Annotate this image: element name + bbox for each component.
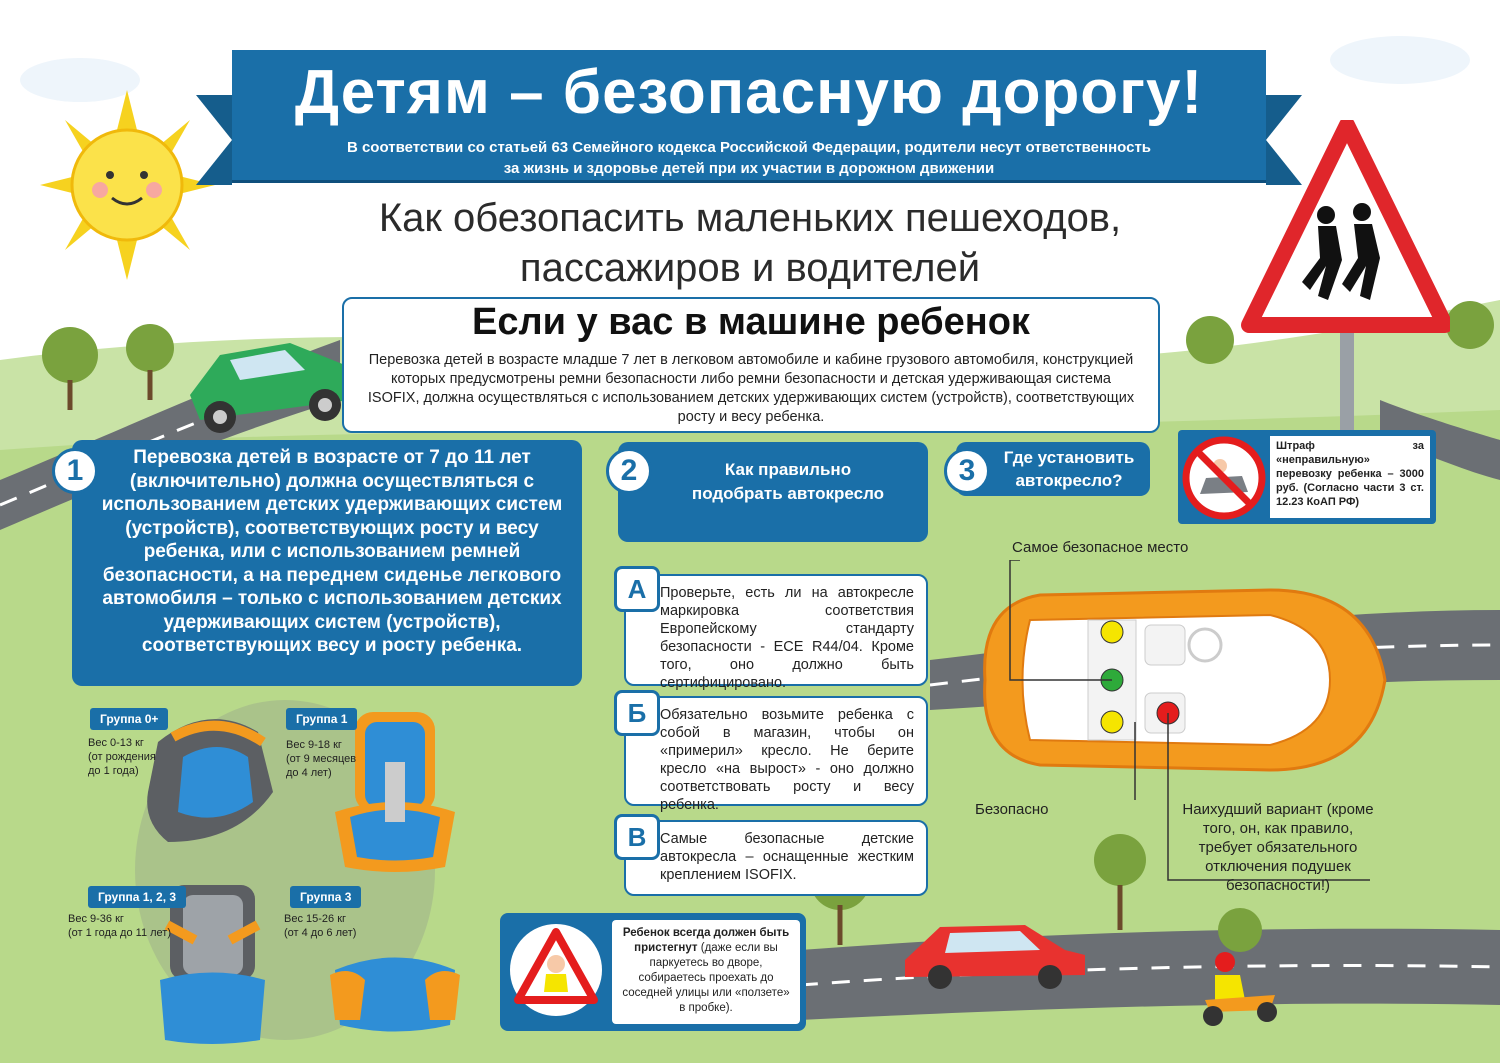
tip-c-letter: В [614,814,660,860]
tip-c-panel [624,820,928,896]
child-in-car-sign-icon [506,920,606,1020]
section-3-number: 3 [944,448,990,494]
section-1-text: Перевозка детей в возрасте от 7 до 11 лет (включительно) должна осуществляться с использованием детских удерживающих систем (устройств), соответствующих росту и весу ребенка, или с использованием ремней безопасности, а на переднем сиденье легкового автомобиля – только с использованием детских удерживающих систем (устройств), соответствующих весу и росту ребенка. [101,447,563,656]
section-2-text: Как правильно подобрать автокресло [691,460,885,503]
group-1-tag: Группа 1 [286,708,357,730]
safe-seat-label: Безопасно [975,801,1049,818]
group-3-age: (от 4 до 6 лет) [284,927,357,939]
seatbelt-text-bold: Ребенок всегда должен быть пристегнут [622,927,790,954]
tip-a-panel [624,574,928,691]
subtitle-line-2: за жизнь и здоровье детей при их участии в дорожном движении [503,160,995,177]
page-title: Детям – безопасную дорогу! [294,58,1204,127]
group-123-weight: Вес 9-36 кг [68,913,124,925]
group-0-age: (от рождения до 1 года) [88,751,156,777]
group-1-weight: Вес 9-18 кг [286,739,342,751]
subtitle-line-1: В соответствии со статьей 63 Семейного кодекса Российской Федерации, родители несут ответственность [346,139,1152,156]
group-3-note [284,912,374,940]
seatbelt-text [612,920,800,1024]
section-3-text: Где установить автокресло? [1003,448,1135,490]
group-123-age: (от 1 года до 11 лет) [68,927,171,939]
tip-b-letter: Б [614,690,660,736]
child-in-car-text: Перевозка детей в возрасте младше 7 лет в легковом автомобиле и кабине грузового автомобиля, конструкцией которых предусмотрены ремни безопасности либо ремни безопасности и детская удерживающая система ISOFIX, должна осуществляться с использованием детских удерживающих систем (устройств), соответствующих росту и весу ребенка. [367,352,1135,425]
group-0-weight: Вес 0-13 кг [88,737,144,749]
child-in-car-panel [342,297,1160,433]
no-child-on-lap-icon [1182,436,1266,520]
group-3-weight: Вес 15-26 кг [284,913,347,925]
tip-a-text: Проверьте, есть ли на автокресле маркировка соответствия Европейскому стандарту безопасности - ECE R44/04. Кроме того, оно должно быть сертифицировано. [660,585,914,691]
group-123-note [68,912,180,940]
seatbelt-text-rest: (даже если вы паркуетесь во дворе, собираетесь проехать до соседней улицы или «ползете» в пробке). [622,942,790,1014]
group-0-tag: Группа 0+ [90,708,168,730]
tip-b-panel [624,696,928,813]
banner-ribbon-left [196,95,232,185]
group-123-tag: Группа 1, 2, 3 [88,886,186,908]
page-subtitle [232,137,1266,179]
red-car-illustration [900,915,1090,990]
scooter-rider-illustration [1195,950,1285,1030]
green-car-illustration [180,325,360,445]
worst-seat-label: Наихудший вариант (кроме того, он, как правило, требует обязательного отключения подушек безопасности!) [1182,801,1374,894]
group-3-tag: Группа 3 [290,886,361,908]
section-2-number: 2 [606,448,652,494]
heading-line-2: пассажиров и водителей [519,246,981,290]
tip-b-text: Обязательно возьмите ребенка с собой в магазин, чтобы он «примерил» кресло. Не берите кресло «на вырост» - оно должно соответствовать росту и весу ребенка. [660,707,914,813]
section-2-panel [618,442,928,542]
group3-booster-illustration [330,940,460,1040]
tip-a-letter: А [614,566,660,612]
group-1-age: (от 9 месяцев до 4 лет) [286,753,357,779]
banner-ribbon-right [1266,95,1302,185]
section-1-panel [72,440,582,686]
group-1-note [286,738,362,780]
heading-line-1: Как обезопасить маленьких пешеходов, [378,196,1122,240]
fine-text: Штраф за «неправильную» перевозку ребенка – 3000 руб. (Согласно части 3 ст. 12.23 КоАП РФ) [1270,436,1430,518]
tip-c-text: Самые безопасные детские автокресла – оснащенные жестким креплением ISOFIX. [660,831,914,883]
safest-seat-label: Самое безопасное место [1012,539,1189,556]
section-heading [330,193,1170,293]
section-1-number: 1 [52,448,98,494]
sun-illustration [40,90,215,280]
group-0-note [88,736,168,778]
child-in-car-title: Если у вас в машине ребенок [472,301,1030,343]
